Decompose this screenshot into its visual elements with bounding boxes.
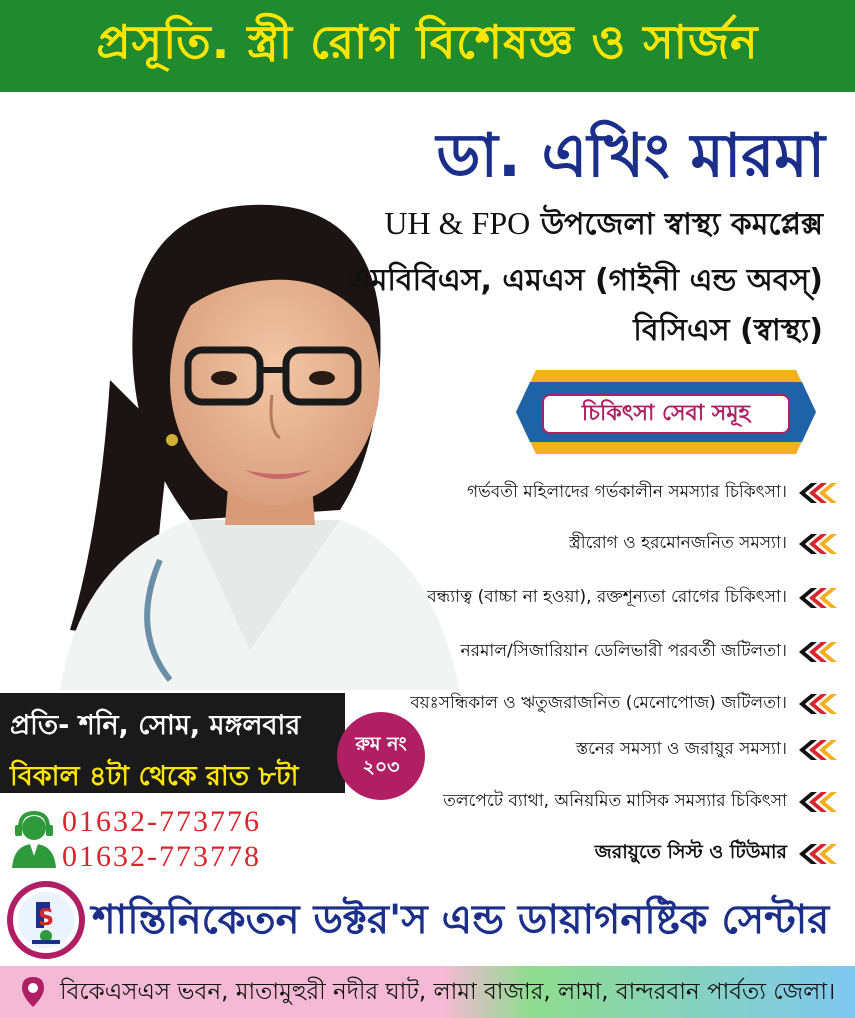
service-text: বন্ধ্যাত্ব (বাচ্চা না হওয়া), রক্তশূন্যতা রোগের চিকিৎসা।	[427, 587, 787, 607]
service-item	[569, 524, 837, 564]
top-banner	[0, 0, 855, 92]
center-name: শান্তিনিকেতন ডক্টর'স এন্ড ডায়াগনষ্টিক সেন্টার	[92, 897, 830, 943]
service-item	[427, 578, 837, 618]
room-label: রুম নং	[355, 733, 407, 756]
specialty-title: প্রসূতি. স্ত্রী রোগ বিশেষজ্ঞ ও সার্জন	[96, 15, 759, 69]
room-number: ২০৩	[362, 756, 400, 778]
chevron-left-icon	[797, 842, 837, 866]
service-item	[410, 684, 837, 724]
service-item	[460, 632, 837, 672]
center-logo-icon	[6, 880, 86, 960]
chevron-left-icon	[797, 640, 837, 664]
service-item	[443, 782, 837, 822]
chevron-left-icon	[797, 738, 837, 762]
schedule-time: বিকাল ৪টা থেকে রাত ৮টা	[10, 761, 299, 792]
location-pin-icon	[20, 976, 46, 1008]
schedule-days: প্রতি- শনি, সোম, মঙ্গলবার	[10, 710, 301, 741]
schedule-box	[0, 693, 345, 793]
chevron-left-icon	[797, 692, 837, 716]
phone-number-2[interactable]: 01632-773778	[62, 840, 261, 873]
designation-bn: উপজেলা স্বাস্থ্য কমপ্লেক্স	[540, 207, 823, 242]
service-text: জরায়ুতে সিস্ট ও টিউমার	[594, 841, 787, 863]
services-heading: চিকিৎসা সেবা সমূহ	[542, 394, 790, 434]
bcs-line: বিসিএস (স্বাস্থ্য)	[633, 313, 823, 348]
chevron-left-icon	[797, 790, 837, 814]
service-text: বয়ঃসন্ধিকাল ও ঋতুজরাজনিত (মেনোপোজ) জটিলতা।	[410, 693, 787, 713]
service-text: স্ত্রীরোগ ও হরমোনজনিত সমস্যা।	[569, 533, 787, 553]
address-text: বিকেএসএস ভবন, মাতামুহুরী নদীর ঘাট, লামা বাজার, লামা, বান্দরবান পার্বত্য জেলা।	[60, 978, 836, 1005]
service-text: স্তনের সমস্যা ও জরায়ুর সমস্যা।	[575, 739, 787, 759]
doctor-name: ডা. এখিং মারমা	[436, 121, 825, 191]
chevron-left-icon	[797, 532, 837, 556]
phone-number-1[interactable]: 01632-773776	[62, 805, 261, 838]
call-center-agent-icon	[10, 810, 58, 868]
chevron-left-icon	[797, 586, 837, 610]
room-badge	[337, 712, 425, 800]
service-item	[595, 834, 837, 874]
service-text: তলপেটে ব্যাথা, অনিয়মিত মাসিক সমস্যার চিকিৎসা	[443, 791, 787, 811]
service-text: গর্ভবতী মহিলাদের গর্ভকালীন সমস্যার চিকিৎসা।	[467, 482, 787, 502]
designation-latin: UH & FPO	[384, 205, 531, 241]
address-bar	[0, 966, 855, 1018]
service-item	[576, 730, 837, 770]
services-heading-badge	[516, 362, 816, 462]
chevron-left-icon	[797, 481, 837, 505]
svg-text:S: S	[38, 906, 54, 931]
service-item	[467, 473, 837, 513]
service-text: নরমাল/সিজারিয়ান ডেলিভারী পরবর্তী জটিলতা।	[460, 641, 787, 661]
degrees-line: এমবিবিএস, এমএস (গাইনী এন্ড অবস্)	[347, 263, 823, 298]
designation-line	[384, 200, 823, 251]
